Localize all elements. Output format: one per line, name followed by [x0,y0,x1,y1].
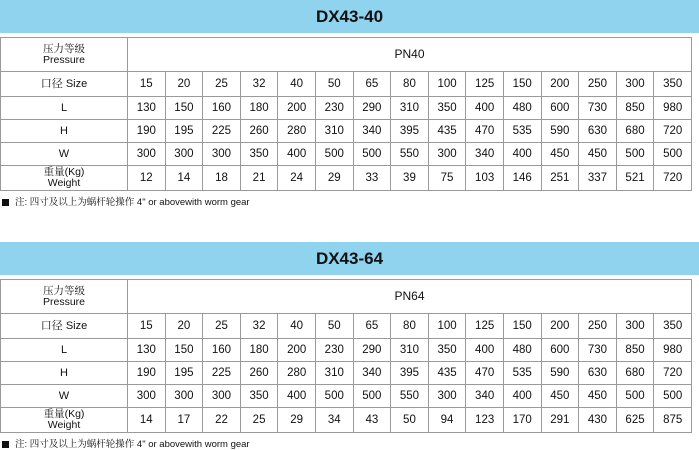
dimension-cell: 340 [466,385,504,408]
footnote-text: 注: 四寸及以上为蜗杆轮操作 4" or abovewith worm gear [15,439,250,450]
dimension-cell: 230 [315,339,353,362]
dimension-cell: 500 [353,385,391,408]
spec-table [0,37,692,191]
dimension-cell: 150 [165,97,203,120]
weight-label [1,408,128,433]
dimension-cell: 850 [616,97,654,120]
weight-cell: 337 [579,166,617,191]
weight-cell: 14 [165,166,203,191]
dimension-cell: 400 [278,385,316,408]
size-cell: 25 [203,314,241,339]
dimension-cell: 200 [278,97,316,120]
size-cell: 100 [428,72,466,97]
weight-cell: 251 [541,166,579,191]
dimension-cell: 600 [541,97,579,120]
dimension-row [1,339,692,362]
dimension-label: W [1,143,128,166]
dimension-cell: 395 [391,120,429,143]
weight-cell: 14 [128,408,166,433]
size-label: 口径 Size [1,314,128,339]
size-cell: 65 [353,72,391,97]
dimension-cell: 195 [165,120,203,143]
weight-cell: 34 [315,408,353,433]
weight-cell: 17 [165,408,203,433]
size-cell: 150 [503,314,541,339]
dimension-cell: 680 [616,120,654,143]
dimension-cell: 450 [579,143,617,166]
dimension-cell: 260 [240,362,278,385]
size-row [1,314,692,339]
size-cell: 200 [541,72,579,97]
size-cell: 15 [128,314,166,339]
size-cell: 40 [278,314,316,339]
weight-cell: 21 [240,166,278,191]
size-cell: 65 [353,314,391,339]
pressure-value: PN64 [128,280,692,314]
dimension-cell: 535 [503,362,541,385]
dimension-cell: 600 [541,339,579,362]
dimension-row [1,120,692,143]
dimension-cell: 680 [616,362,654,385]
weight-cell: 22 [203,408,241,433]
size-cell: 20 [165,314,203,339]
size-cell: 350 [654,314,692,339]
dimension-cell: 190 [128,120,166,143]
dimension-cell: 500 [654,143,692,166]
dimension-cell: 260 [240,120,278,143]
dimension-cell: 550 [391,385,429,408]
dimension-label: L [1,97,128,120]
dimension-cell: 400 [466,97,504,120]
dimension-row [1,143,692,166]
dimension-cell: 400 [503,385,541,408]
size-cell: 250 [579,72,617,97]
dimension-cell: 480 [503,339,541,362]
weight-cell: 170 [503,408,541,433]
pressure-value: PN40 [128,38,692,72]
size-cell: 32 [240,72,278,97]
dimension-row [1,362,692,385]
dimension-cell: 470 [466,120,504,143]
weight-cell: 720 [654,166,692,191]
dimension-cell: 450 [541,143,579,166]
weight-cell: 103 [466,166,504,191]
pressure-label [1,38,128,72]
size-cell: 300 [616,314,654,339]
weight-label-cn: 重量(Kg) [43,408,85,420]
size-label: 口径 Size [1,72,128,97]
weight-cell: 39 [391,166,429,191]
size-cell: 25 [203,72,241,97]
dimension-cell: 160 [203,97,241,120]
dimension-cell: 350 [428,339,466,362]
pressure-label-en: Pressure [42,53,85,66]
dimension-cell: 300 [165,385,203,408]
dimension-cell: 300 [203,385,241,408]
dimension-cell: 290 [353,97,391,120]
weight-cell: 29 [315,166,353,191]
dimension-cell: 130 [128,97,166,120]
dimension-cell: 180 [240,339,278,362]
dimension-cell: 230 [315,97,353,120]
weight-cell: 875 [654,408,692,433]
dimension-cell: 300 [128,385,166,408]
size-cell: 125 [466,314,504,339]
table-title: DX43-40 [0,0,699,33]
dimension-cell: 720 [654,362,692,385]
dimension-cell: 730 [579,97,617,120]
dimension-cell: 300 [165,143,203,166]
size-cell: 80 [391,314,429,339]
dimension-cell: 350 [428,97,466,120]
size-cell: 250 [579,314,617,339]
weight-cell: 33 [353,166,391,191]
dimension-cell: 730 [579,339,617,362]
dimension-cell: 300 [428,143,466,166]
dimension-cell: 630 [579,120,617,143]
dimension-row [1,97,692,120]
size-cell: 20 [165,72,203,97]
pressure-row [1,280,692,314]
size-cell: 15 [128,72,166,97]
weight-cell: 430 [579,408,617,433]
spec-block-dx43-40 [0,0,699,208]
footnote-text: 注: 四寸及以上为蜗杆轮操作 4" or abovewith worm gear [15,197,250,208]
size-cell: 100 [428,314,466,339]
dimension-cell: 340 [353,362,391,385]
pressure-label-cn: 压力等级 [43,284,85,297]
weight-label [1,166,128,191]
dimension-cell: 310 [391,339,429,362]
dimension-cell: 300 [128,143,166,166]
dimension-cell: 400 [503,143,541,166]
dimension-label: L [1,339,128,362]
dimension-cell: 500 [616,385,654,408]
dimension-cell: 400 [278,143,316,166]
dimension-cell: 590 [541,120,579,143]
dimension-cell: 450 [541,385,579,408]
size-cell: 350 [654,72,692,97]
dimension-cell: 280 [278,362,316,385]
dimension-cell: 395 [391,362,429,385]
dimension-cell: 300 [428,385,466,408]
dimension-cell: 980 [654,97,692,120]
dimension-cell: 160 [203,339,241,362]
size-cell: 300 [616,72,654,97]
dimension-cell: 350 [240,385,278,408]
dimension-cell: 470 [466,362,504,385]
spec-table-body [1,280,692,433]
dimension-cell: 300 [203,143,241,166]
dimension-cell: 720 [654,120,692,143]
weight-row [1,166,692,191]
dimension-cell: 310 [315,362,353,385]
size-cell: 50 [315,314,353,339]
pressure-row [1,38,692,72]
dimension-cell: 435 [428,120,466,143]
weight-label-cn: 重量(Kg) [43,166,85,178]
pressure-label-en: Pressure [42,295,85,308]
weight-cell: 25 [240,408,278,433]
weight-row [1,408,692,433]
dimension-cell: 190 [128,362,166,385]
weight-cell: 625 [616,408,654,433]
dimension-cell: 500 [616,143,654,166]
dimension-cell: 630 [579,362,617,385]
dimension-cell: 535 [503,120,541,143]
dimension-cell: 500 [654,385,692,408]
size-row [1,72,692,97]
dimension-label: H [1,120,128,143]
weight-label-en: Weight [47,177,81,189]
weight-cell: 18 [203,166,241,191]
size-cell: 50 [315,72,353,97]
weight-cell: 24 [278,166,316,191]
weight-cell: 291 [541,408,579,433]
dimension-cell: 310 [315,120,353,143]
dimension-cell: 550 [391,143,429,166]
dimension-cell: 290 [353,339,391,362]
dimension-cell: 280 [278,120,316,143]
weight-cell: 123 [466,408,504,433]
weight-cell: 43 [353,408,391,433]
dimension-label: H [1,362,128,385]
dimension-cell: 480 [503,97,541,120]
dimension-cell: 195 [165,362,203,385]
weight-cell: 75 [428,166,466,191]
dimension-row [1,385,692,408]
dimension-cell: 590 [541,362,579,385]
dimension-cell: 980 [654,339,692,362]
dimension-cell: 130 [128,339,166,362]
dimension-cell: 500 [353,143,391,166]
weight-label-en: Weight [47,419,81,431]
weight-cell: 521 [616,166,654,191]
spec-table [0,279,692,433]
weight-cell: 50 [391,408,429,433]
size-cell: 125 [466,72,504,97]
dimension-cell: 850 [616,339,654,362]
dimension-cell: 180 [240,97,278,120]
pressure-label [1,280,128,314]
size-cell: 200 [541,314,579,339]
dimension-cell: 225 [203,362,241,385]
dimension-cell: 310 [391,97,429,120]
dimension-cell: 350 [240,143,278,166]
pressure-label-cn: 压力等级 [43,42,85,55]
dimension-label: W [1,385,128,408]
dimension-cell: 340 [353,120,391,143]
bullet-square-icon [2,441,9,448]
dimension-cell: 450 [579,385,617,408]
weight-cell: 12 [128,166,166,191]
dimension-cell: 500 [315,143,353,166]
dimension-cell: 150 [165,339,203,362]
dimension-cell: 500 [315,385,353,408]
spec-block-dx43-64 [0,242,699,450]
dimension-cell: 400 [466,339,504,362]
weight-cell: 94 [428,408,466,433]
table-title: DX43-64 [0,242,699,275]
size-cell: 32 [240,314,278,339]
size-cell: 80 [391,72,429,97]
footnote [0,194,699,208]
size-cell: 150 [503,72,541,97]
size-cell: 40 [278,72,316,97]
dimension-cell: 435 [428,362,466,385]
spec-table-body [1,38,692,191]
weight-cell: 146 [503,166,541,191]
weight-cell: 29 [278,408,316,433]
dimension-cell: 200 [278,339,316,362]
dimension-cell: 340 [466,143,504,166]
bullet-square-icon [2,199,9,206]
dimension-cell: 225 [203,120,241,143]
